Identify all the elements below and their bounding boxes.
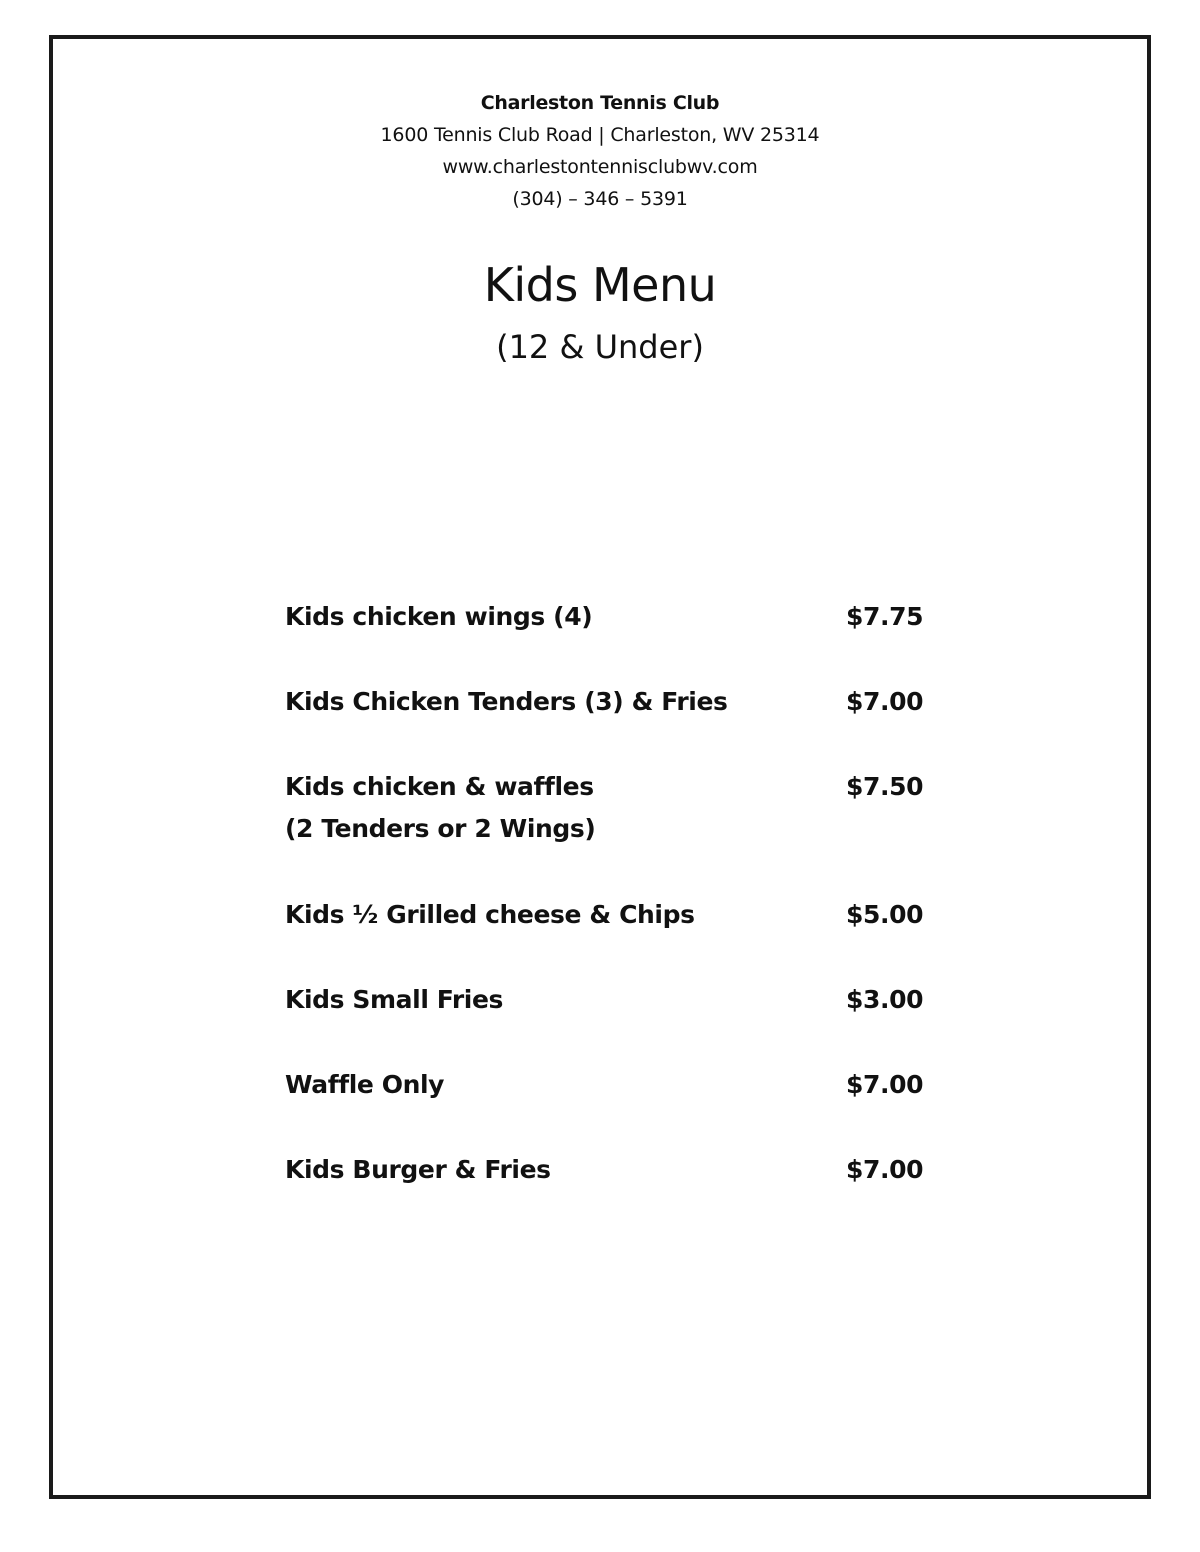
menu-item-price: $7.00 bbox=[846, 1070, 924, 1099]
menu-item-price: $5.00 bbox=[846, 900, 924, 929]
menu-item-name: Kids chicken & waffles bbox=[285, 772, 594, 801]
menu-item-name: Kids Chicken Tenders (3) & Fries bbox=[285, 687, 728, 716]
club-phone: (304) – 346 – 5391 bbox=[512, 188, 688, 210]
club-address: 1600 Tennis Club Road | Charleston, WV 25314 bbox=[380, 124, 820, 146]
menu-subtitle: (12 & Under) bbox=[496, 328, 704, 366]
menu-item-price: $7.00 bbox=[846, 687, 924, 716]
menu-item-name: Kids chicken wings (4) bbox=[285, 602, 593, 631]
menu-item-price: $3.00 bbox=[846, 985, 924, 1014]
menu-item-note: (2 Tenders or 2 Wings) bbox=[285, 814, 596, 843]
menu-item-price: $7.00 bbox=[846, 1155, 924, 1184]
menu-item-name: Kids ½ Grilled cheese & Chips bbox=[285, 900, 695, 929]
club-name: Charleston Tennis Club bbox=[480, 92, 720, 114]
menu-item-price: $7.75 bbox=[846, 602, 924, 631]
club-website: www.charlestontennisclubwv.com bbox=[442, 156, 758, 178]
menu-border bbox=[49, 35, 1151, 1499]
menu-title: Kids Menu bbox=[483, 258, 717, 312]
menu-item-price: $7.50 bbox=[846, 772, 924, 801]
menu-item-name: Kids Burger & Fries bbox=[285, 1155, 551, 1184]
menu-item-name: Waffle Only bbox=[285, 1070, 445, 1099]
menu-item-name: Kids Small Fries bbox=[285, 985, 504, 1014]
